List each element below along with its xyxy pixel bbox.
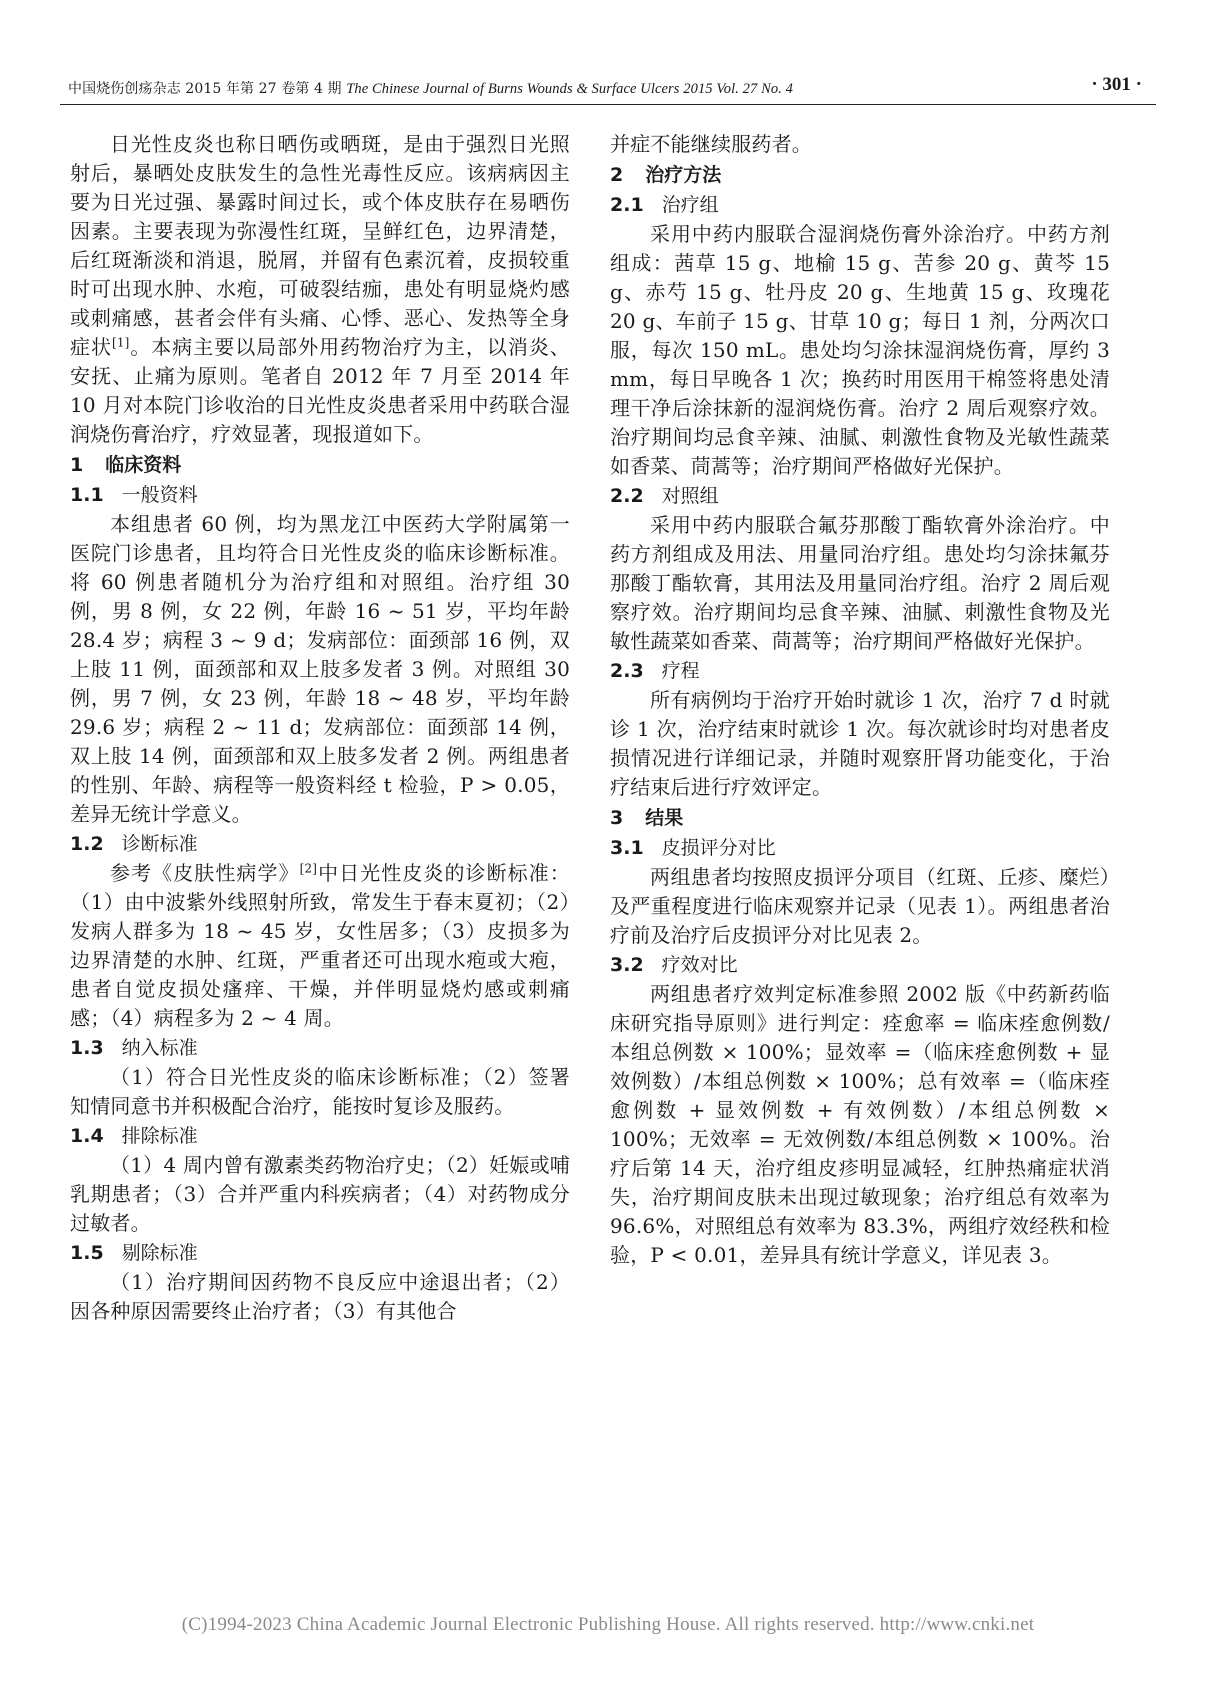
body-paragraph: （1）治疗期间因药物不良反应中途退出者；（2）因各种原因需要终止治疗者；（3）有其他合 (70, 1270, 570, 1323)
section-title: 临床资料 (105, 454, 182, 476)
section-heading (610, 804, 1110, 833)
body-paragraph: 采用中药内服联合湿润烧伤膏外涂治疗。中药方剂组成：茜草 15 g、地榆 15 g、苦参 20 g、黄芩 15 g、赤芍 15 g、牡丹皮 20 g、生地黄 15 g、玫瑰花 20 g、车前子 15 g、甘草 10 g；每日 1 剂，分两次口服，每次 150 mL。患处均匀涂抹湿润烧伤膏，厚约 3 mm，每日早晚各 1 次；换药时用医用干棉签将患处清理干净后涂抹新的湿润烧伤膏。治疗 2 周后观察疗效。治疗期间均忌食辛辣、油腻、刺激性食物及光敏性蔬菜如香菜、茼蒿等；治疗期间严格做好光保护。 (610, 222, 1110, 478)
subsection-title: 一般资料 (121, 484, 198, 506)
subsection-heading (610, 834, 1110, 863)
subsection-title: 纳入标准 (121, 1037, 198, 1059)
subsection-heading (70, 1239, 570, 1268)
subsection-number: 1.3 (70, 1037, 104, 1059)
section-number: 1 (70, 454, 84, 476)
body-paragraph (70, 859, 570, 1033)
citation-ref: [1] (111, 335, 130, 350)
running-header (60, 74, 1156, 105)
body-paragraph: 两组患者均按照皮损评分项目（红斑、丘疹、糜烂）及严重程度进行临床观察并记录（见表 1）。两组患者治疗前及治疗后皮损评分对比见表 2。 (610, 865, 1110, 947)
section-number: 2 (610, 164, 624, 186)
subsection-title: 对照组 (661, 485, 719, 507)
text-span: 参考《皮肤性病学》 (110, 861, 300, 885)
citation-ref: [2] (299, 861, 318, 876)
body-paragraph: 本组患者 60 例，均为黑龙江中医药大学附属第一医院门诊患者，且均符合日光性皮炎的临床诊断标准。将 60 例患者随机分为治疗组和对照组。治疗组 30 例，男 8 例，女 22 例，年龄 16 ~ 51 岁，平均年龄 28.4 岁；病程 3 ~ 9 d；发病部位：面颈部 16 例，双上肢 11 例，面颈部和双上肢多发者 3 例。对照组 30 例，男 7 例，女 23 例，年龄 18 ~ 48 岁，平均年龄 29.6 岁；病程 2 ~ 11 d；发病部位：面颈部 14 例，双上肢 14 例，面颈部和双上肢多发者 2 例。两组患者的性别、年龄、病程等一般资料经 t 检验，P > 0.05，差异无统计学意义。 (70, 512, 570, 826)
subsection-heading (70, 1034, 570, 1063)
journal-citation (68, 78, 793, 98)
journal-name-en: The Chinese Journal of Burns Wounds & Surface Ulcers 2015 Vol. 27 No. 4 (346, 81, 794, 97)
subsection-number: 2.3 (610, 660, 644, 682)
subsection-title: 诊断标准 (121, 833, 198, 855)
copyright-footer: (C)1994-2023 China Academic Journal Electronic Publishing House. All rights reserved. http://www.cnki.net (181, 1614, 1035, 1635)
subsection-title: 治疗组 (661, 194, 719, 216)
subsection-number: 1.2 (70, 833, 104, 855)
journal-name-cn: 中国烧伤创疡杂志 2015 年第 27 卷第 4 期 (68, 81, 342, 97)
subsection-heading (610, 951, 1110, 980)
intro-text-tail: 。本病主要以局部外用药物治疗为主，以消炎、安抚、止痛为原则。笔者自 2012 年 7 月至 2014 年 10 月对本院门诊收治的日光性皮炎患者采用中药联合湿润烧伤膏治疗，疗效显著，现报道如下。 (70, 335, 570, 446)
subsection-heading (70, 1122, 570, 1151)
subsection-heading (610, 482, 1110, 511)
subsection-title: 疗程 (661, 660, 700, 682)
subsection-number: 2.1 (610, 194, 644, 216)
body-paragraph: 两组患者疗效判定标准参照 2002 版《中药新药临床研究指导原则》进行判定：痊愈率 = 临床痊愈例数/本组总例数 × 100%；显效率 =（临床痊愈例数 + 显效例数）/本组总例数 × 100%；总有效率 =（临床痊愈例数 + 显效例数 + 有效例数）/本组总例数 × 100%；无效率 = 无效例数/本组总例数 × 100%。治疗后第 14 天，治疗组皮疹明显减轻，红肿热痛症状消失，治疗期间皮肤未出现过敏现象；治疗组总有效率为 96.6%，对照组总有效率为 83.3%，两组疗效经秩和检验，P < 0.01，差异具有统计学意义，详见表 3。 (610, 982, 1110, 1267)
text-span: 中日光性皮炎的诊断标准：（1）由中波紫外线照射所致，常发生于春末夏初；（2）发病人群多为 18 ~ 45 岁，女性居多；（3）皮损多为边界清楚的水肿、红斑，严重者还可出现水疱或大疱，患者自觉皮损处瘙痒、干燥，并伴明显烧灼感或刺痛感；（4）病程多为 2 ~ 4 周。 (70, 861, 570, 1030)
section-number: 3 (610, 807, 624, 829)
subsection-title: 疗效对比 (661, 954, 738, 976)
section-title: 治疗方法 (645, 164, 722, 186)
intro-text: 日光性皮炎也称日晒伤或晒斑，是由于强烈日光照射后，暴晒处皮肤发生的急性光毒性反应。该病病因主要为日光过强、暴露时间过长，或个体皮肤存在易晒伤因素。主要表现为弥漫性红斑，呈鲜红色，边界清楚，后红斑渐淡和消退，脱屑，并留有色素沉着，皮损较重时可出现水肿、水疱，可破裂结痂，患处有明显烧灼感或刺痛感，甚者会伴有头痛、心悸、恶心、发热等全身症状 (70, 132, 570, 359)
body-paragraph: （1）符合日光性皮炎的临床诊断标准；（2）签署知情同意书并积极配合治疗，能按时复诊及服药。 (70, 1065, 570, 1118)
subsection-title: 排除标准 (121, 1125, 198, 1147)
subsection-number: 1.5 (70, 1242, 104, 1264)
body-paragraph: 所有病例均于治疗开始时就诊 1 次，治疗 7 d 时就诊 1 次，治疗结束时就诊 1 次。每次就诊时均对患者皮损情况进行详细记录，并随时观察肝肾功能变化，于治疗结束后进行疗效评定。 (610, 688, 1110, 799)
subsection-number: 1.4 (70, 1125, 104, 1147)
page-number: · 301 · (1091, 74, 1142, 95)
continued-paragraph: 并症不能继续服药者。 (610, 132, 812, 156)
intro-paragraph (70, 130, 570, 449)
body-paragraph: （1）4 周内曾有激素类药物治疗史；（2）妊娠或哺乳期患者；（3）合并严重内科疾病者；（4）对药物成分过敏者。 (70, 1153, 570, 1235)
body-paragraph: 采用中药内服联合氟芬那酸丁酯软膏外涂治疗。中药方剂组成及用法、用量同治疗组。患处均匀涂抹氟芬那酸丁酯软膏，其用法及用量同治疗组。治疗 2 周后观察疗效。治疗期间均忌食辛辣、油腻、刺激性食物及光敏性蔬菜如香菜、茼蒿等；治疗期间严格做好光保护。 (610, 513, 1110, 653)
subsection-title: 皮损评分对比 (661, 837, 776, 859)
right-column (610, 130, 1110, 1270)
left-column (70, 130, 570, 1326)
section-title: 结果 (645, 807, 684, 829)
subsection-number: 3.2 (610, 954, 644, 976)
subsection-number: 3.1 (610, 837, 644, 859)
section-heading (610, 161, 1110, 190)
subsection-heading (70, 481, 570, 510)
subsection-number: 1.1 (70, 484, 104, 506)
section-heading (70, 451, 570, 480)
subsection-heading (70, 830, 570, 859)
subsection-number: 2.2 (610, 485, 644, 507)
subsection-title: 剔除标准 (121, 1242, 198, 1264)
subsection-heading (610, 657, 1110, 686)
subsection-heading (610, 191, 1110, 220)
